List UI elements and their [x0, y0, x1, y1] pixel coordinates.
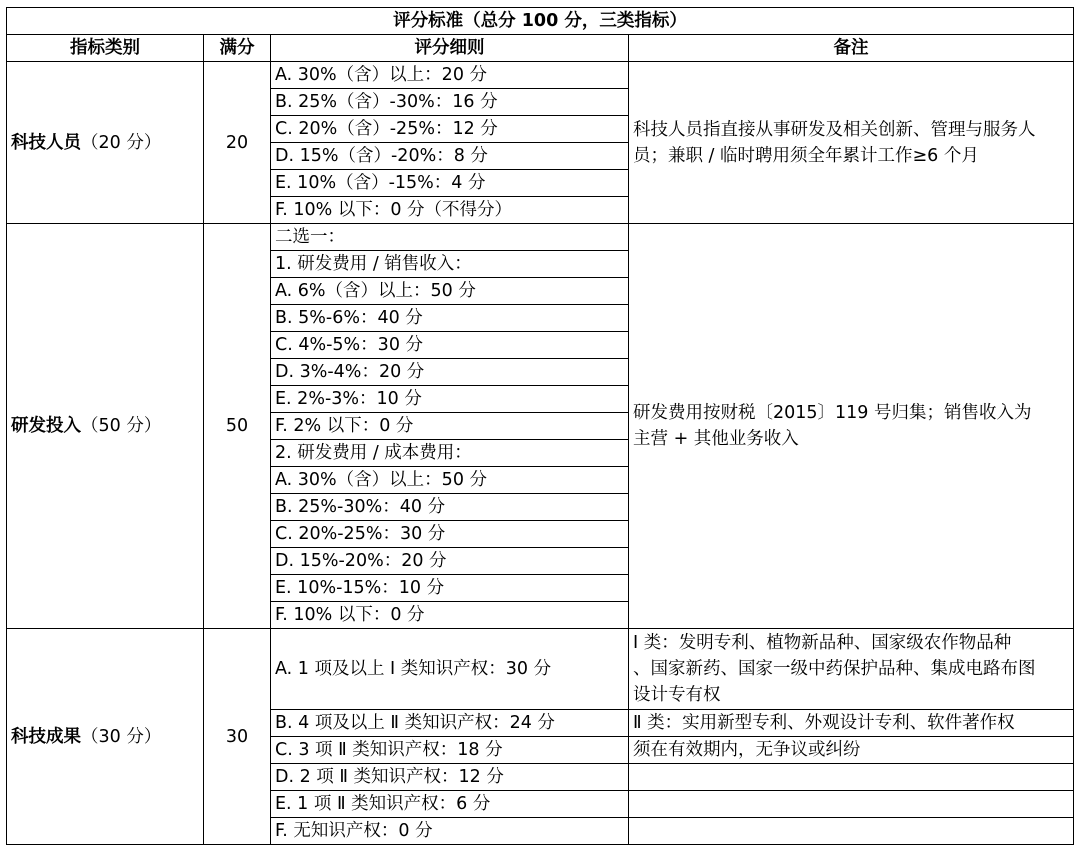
header-remarks: 备注	[629, 35, 1074, 62]
rule-item: E. 2%-3%：10 分	[271, 386, 629, 413]
rule-item: F. 无知识产权：0 分	[271, 818, 629, 845]
rule-item: B. 4 项及以上 Ⅱ 类知识产权：24 分	[271, 710, 629, 737]
remark-cell	[629, 224, 1074, 629]
rule-item: A. 6%（含）以上：50 分	[271, 278, 629, 305]
rule-item: D. 2 项 Ⅱ 类知识产权：12 分	[271, 764, 629, 791]
category-suffix: （50 分）	[81, 416, 162, 436]
remark-line: 、国家新药、国家一级中药保护品种、集成电路布图	[633, 659, 1036, 679]
category-suffix: （20 分）	[81, 132, 162, 153]
rule-item: 2. 研发费用 / 成本费用：	[271, 440, 629, 467]
rule-item: F. 10% 以下：0 分（不得分）	[271, 197, 629, 224]
header-rules: 评分细则	[271, 35, 629, 62]
rule-item: D. 3%-4%：20 分	[271, 359, 629, 386]
full-score-cell: 50	[204, 224, 271, 629]
remark-cell: Ⅱ 类：实用新型专利、外观设计专利、软件著作权	[629, 710, 1074, 737]
remark-cell	[629, 791, 1074, 818]
remark-line: 设计专有权	[633, 685, 721, 705]
remark-line: 主营 + 其他业务收入	[633, 429, 799, 449]
rule-item: A. 30%（含）以上：20 分	[271, 62, 629, 89]
rule-item: 1. 研发费用 / 销售收入：	[271, 251, 629, 278]
rule-item: B. 25%（含）-30%：16 分	[271, 89, 629, 116]
rule-item: F. 2% 以下：0 分	[271, 413, 629, 440]
full-score-cell: 20	[204, 62, 271, 224]
rule-item: E. 10%-15%：10 分	[271, 575, 629, 602]
scoring-table	[6, 7, 1074, 845]
header-full-score: 满分	[204, 35, 271, 62]
rule-item: D. 15%-20%：20 分	[271, 548, 629, 575]
category-name: 科技成果	[11, 726, 81, 747]
rule-item: E. 10%（含）-15%：4 分	[271, 170, 629, 197]
rule-item: 二选一：	[271, 224, 629, 251]
remark-cell: 须在有效期内，无争议或纠纷	[629, 737, 1074, 764]
remark-line: 科技人员指直接从事研发及相关创新、管理与服务人	[633, 119, 1036, 140]
rule-item: C. 3 项 Ⅱ 类知识产权：18 分	[271, 737, 629, 764]
category-name: 研发投入	[11, 416, 81, 436]
remark-cell	[629, 629, 1074, 710]
rule-item: C. 4%-5%：30 分	[271, 332, 629, 359]
remark-line: 员；兼职 / 临时聘用须全年累计工作≥6 个月	[633, 145, 979, 166]
remark-cell	[629, 818, 1074, 845]
rule-item: A. 30%（含）以上：50 分	[271, 467, 629, 494]
category-cell	[7, 62, 204, 224]
remark-line: 研发费用按财税〔2015〕119 号归集；销售收入为	[633, 403, 1032, 423]
rule-item: F. 10% 以下：0 分	[271, 602, 629, 629]
category-cell	[7, 629, 204, 845]
rule-item: B. 25%-30%：40 分	[271, 494, 629, 521]
rule-item: A. 1 项及以上 Ⅰ 类知识产权：30 分	[271, 629, 629, 710]
rule-item: C. 20%-25%：30 分	[271, 521, 629, 548]
rule-item: C. 20%（含）-25%：12 分	[271, 116, 629, 143]
header-category: 指标类别	[7, 35, 204, 62]
rule-item: B. 5%-6%：40 分	[271, 305, 629, 332]
remark-line: Ⅰ 类：发明专利、植物新品种、国家级农作物品种	[633, 633, 1012, 653]
category-name: 科技人员	[11, 132, 81, 153]
rule-item: D. 15%（含）-20%：8 分	[271, 143, 629, 170]
full-score-cell: 30	[204, 629, 271, 845]
rule-item: E. 1 项 Ⅱ 类知识产权：6 分	[271, 791, 629, 818]
category-cell	[7, 224, 204, 629]
category-suffix: （30 分）	[81, 726, 162, 747]
table-title: 评分标准（总分 100 分，三类指标）	[7, 8, 1074, 35]
remark-cell	[629, 62, 1074, 224]
remark-cell	[629, 764, 1074, 791]
